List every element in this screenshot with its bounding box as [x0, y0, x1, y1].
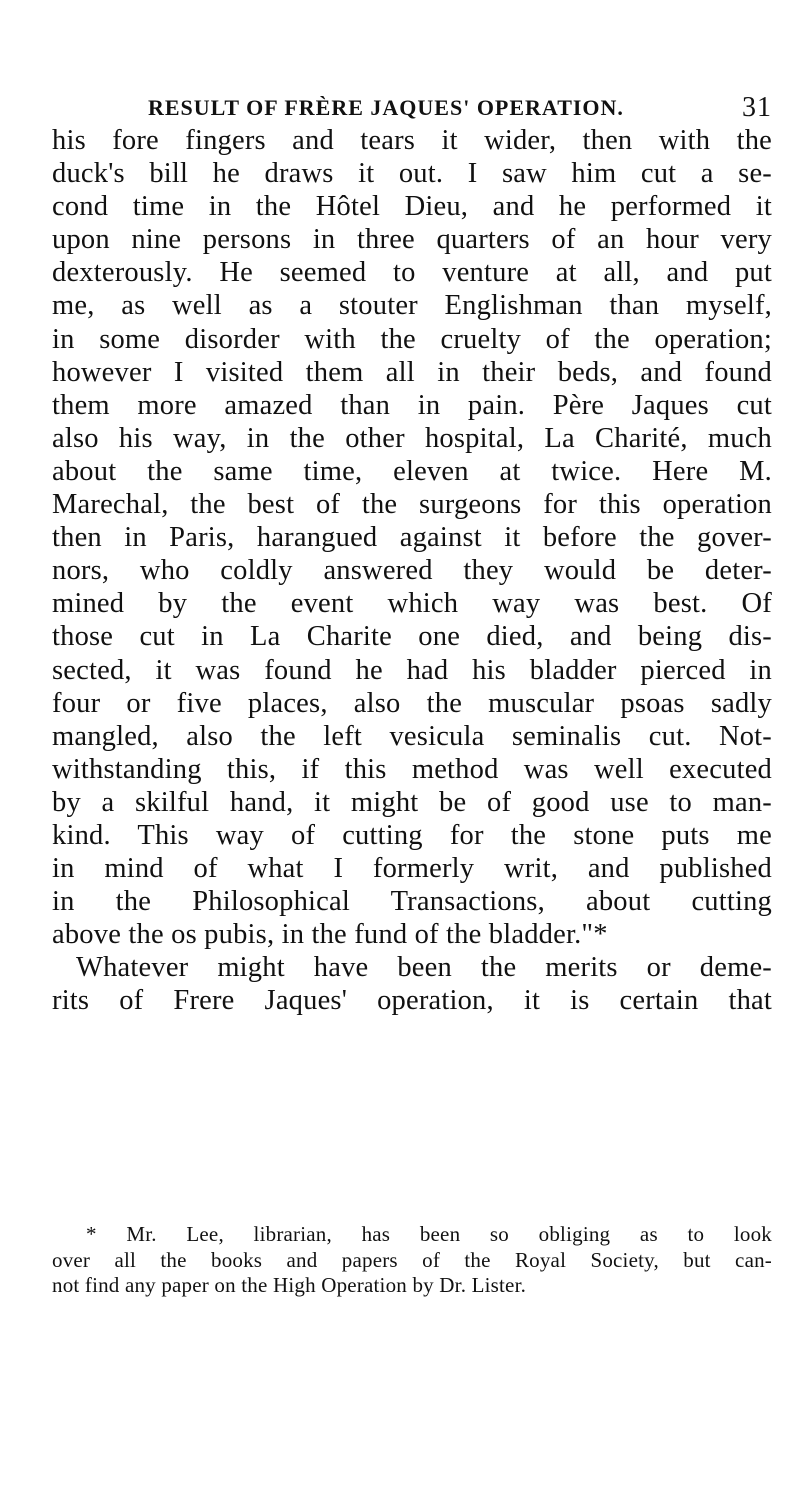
footnote-line: not find any paper on the High Operation by Dr. Lister.: [52, 1273, 527, 1297]
text-line: in mind of what I formerly writ, and published: [52, 853, 772, 885]
text-line: also his way, in the other hospital, La Charité, much: [52, 422, 772, 454]
footnote-line: * Mr. Lee, librarian, has been so obliging as to look: [86, 1222, 772, 1246]
text-line: mined by the event which way was best. Of: [52, 588, 772, 620]
text-line: withstanding this, if this method was well executed: [52, 753, 772, 785]
text-line: cond time in the Hôtel Dieu, and he performed it: [52, 191, 772, 223]
text-line: about the same time, eleven at twice. Here M.: [52, 455, 772, 487]
text-line: sected, it was found he had his bladder pierced in: [52, 654, 772, 686]
text-line: however I visited them all in their beds, and found: [52, 356, 772, 388]
text-line: above the os pubis, in the fund of the bladder."*: [52, 919, 608, 951]
text-line: Marechal, the best of the surgeons for this operation: [52, 489, 772, 521]
text-line: his fore fingers and tears it wider, then with the: [52, 125, 772, 156]
running-head-title: RESULT OF FRÈRE JAQUES' OPERATION.: [148, 95, 624, 120]
text-line: Whatever might have been the merits or deme-: [76, 952, 772, 984]
footnote-line: over all the books and papers of the Royal Society, but can-: [52, 1247, 772, 1272]
text-line: me, as well as a stouter Englishman than myself,: [52, 290, 772, 322]
footnote: [52, 1222, 772, 1299]
text-line: upon nine persons in three quarters of an hour very: [52, 224, 772, 256]
text-line: mangled, also the left vesicula seminalis cut. Not-: [52, 720, 772, 752]
text-line: kind. This way of cutting for the stone puts me: [52, 819, 772, 851]
text-line: then in Paris, harangued against it before the gover-: [52, 522, 772, 554]
text-line: in the Philosophical Transactions, about cutting: [52, 886, 772, 918]
text-line: in some disorder with the cruelty of the operation;: [52, 323, 772, 355]
body-text: [52, 124, 772, 1018]
text-line: duck's bill he draws it out. I saw him cut a se-: [52, 158, 772, 190]
text-line: nors, who coldly answered they would be deter-: [52, 555, 772, 587]
page-number: 31: [742, 92, 772, 123]
text-line: by a skilful hand, it might be of good use to man-: [52, 786, 772, 818]
text-line: those cut in La Charite one died, and being dis-: [52, 621, 772, 653]
text-line: rits of Frere Jaques' operation, it is certain that: [52, 985, 772, 1017]
text-line: four or five places, also the muscular psoas sadly: [52, 687, 772, 719]
text-line: dexterously. He seemed to venture at all, and put: [52, 257, 772, 289]
text-line: them more amazed than in pain. Père Jaques cut: [52, 389, 772, 421]
running-head: [148, 93, 800, 123]
